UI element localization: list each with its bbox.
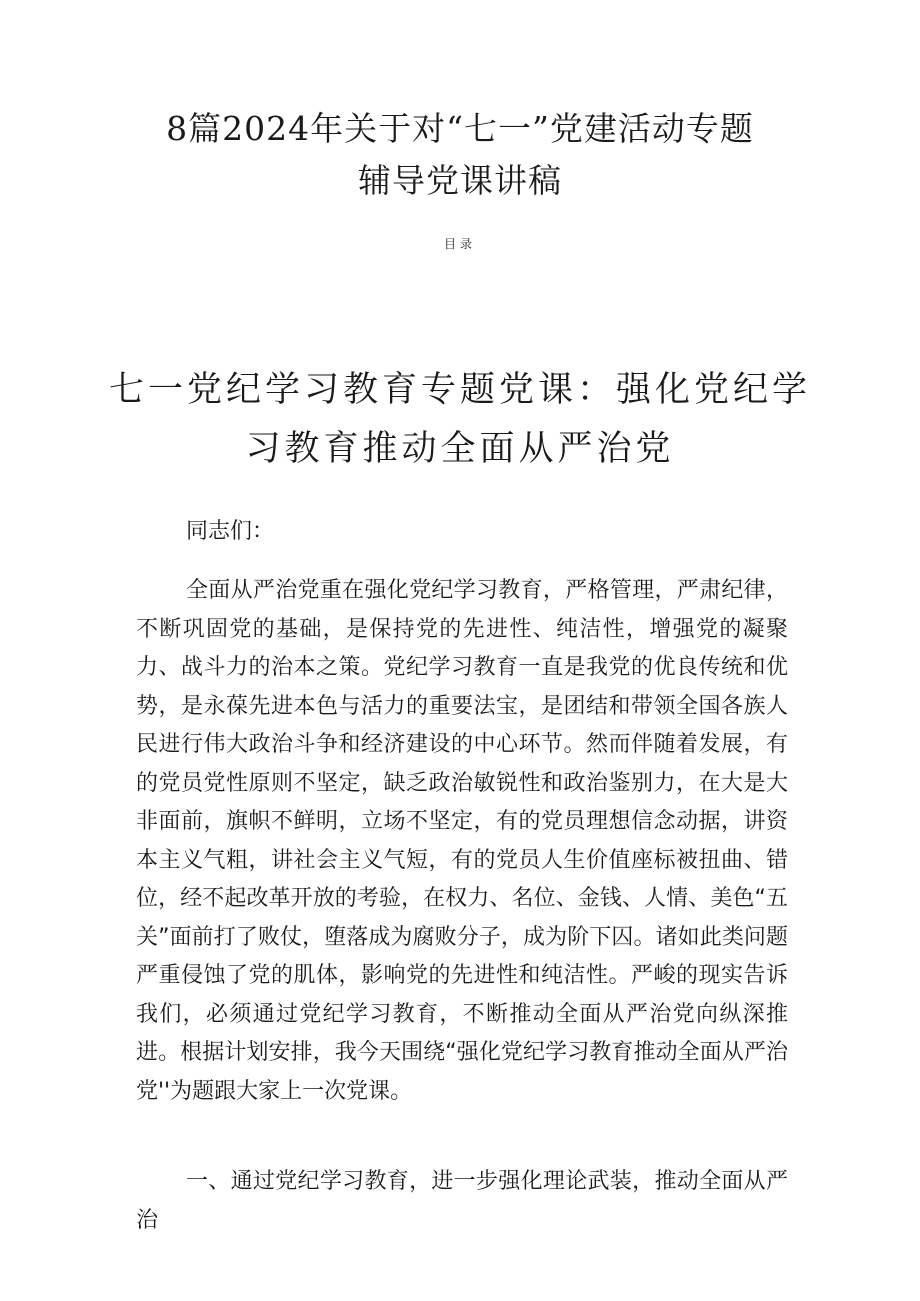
section-title-line-2: 习教育推动全面从严治党 (245, 429, 675, 469)
table-of-contents-label: 目录 (443, 237, 476, 251)
body-paragraph-intro: 全面从严治党重在强化党纪学习教育，严格管理，严肃纪律，不断巩固党的基础，是保持党的先进性、纯洁性，增强党的凝聚力、战斗力的治本之策。党纪学习教育一直是我党的优良传统和优势，是永葆先进本色与活力的重要法宝，是团结和带领全国各族人民进行伟大政治斗争和经济建设的中心环节。然而伴随着发展，有的党员党性原则不坚定，缺乏政治敏锐性和政治鉴别力，在大是大非面前，旗帜不鲜明，立场不坚定，有的党员理想信念动据，讲资本主义气粗，讲社会主义气短，有的党员人生价值座标被扭曲、错位，经不起改革开放的考验，在权力、名位、金钱、人情、美色“五关”面前打了败仗，堕落成为腐败分子，成为阶下囚。诸如此类问题严重侵蚀了党的肌体，影响党的先进性和纯洁性。严峻的现实告诉我们，必须通过党纪学习教育，不断推动全面从严治党向纵深推进。根据计划安排，我今天围绕“强化党纪学习教育推动全面从严治党''为题跟大家上一次党课。 (136, 578, 788, 1104)
section-title-line-1: 七一党纪学习教育专题党课：强化党纪学 (108, 370, 811, 410)
document-title-line-2: 辅导党课讲稿 (358, 161, 562, 200)
salutation: 同志们： (186, 519, 275, 544)
body-paragraph-heading-1: 一、通过党纪学习教育，进一步强化理论武装，推动全面从严治 (136, 1169, 788, 1233)
document-title-line-1: 8篇2024年关于对“七一”党建活动专题 (166, 109, 754, 148)
